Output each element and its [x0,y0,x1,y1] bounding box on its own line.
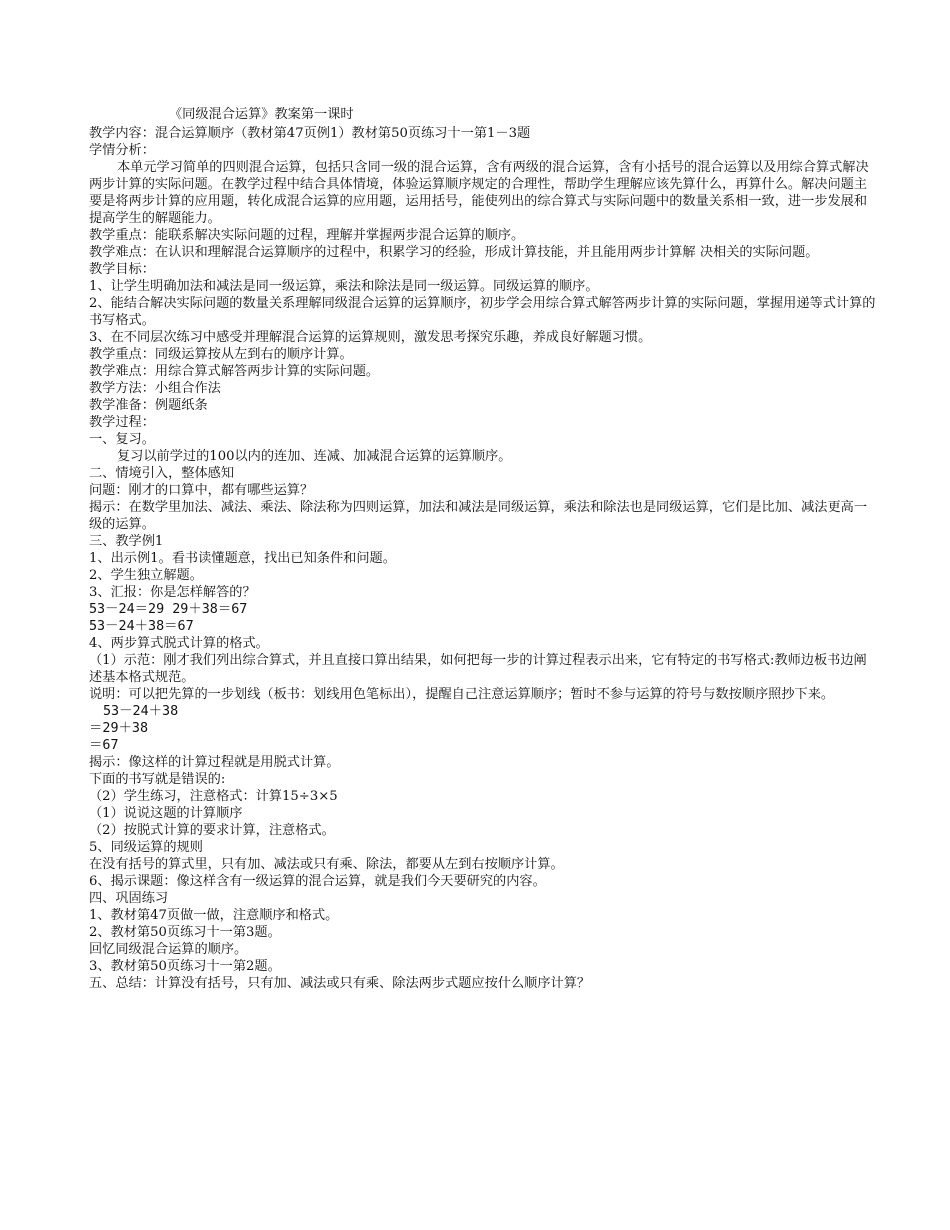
section-5-summary: 五、总结：计算没有括号，只有加、减法或只有乘、除法两步式题应按什么顺序计算？ [89,976,591,991]
teaching-content: 教学内容：混合运算顺序（教材第47页例1）教材第50页练习十一第1－3题 [89,126,531,141]
section-1-text: 复习以前学过的100以内的连加、连减、加减混合运算的运算顺序。 [117,449,512,464]
teaching-prep: 教学准备：例题纸条 [89,398,208,413]
section-3-reveal-2: 揭示：像这样的计算过程就是用脱式计算。 [89,755,340,770]
section-3-item-4-2b: （2）按脱式计算的要求计算，注意格式。 [89,823,335,838]
section-2-reveal: 揭示：在数学里加法、减法、乘法、除法称为四则运算，加法和减法是同级运算，乘法和除法也是同级运算，它们是比加、减法更高一级的运算。 [89,500,868,532]
equation-1: 53－24＝29 29＋38＝67 [89,602,248,617]
section-3-item-5: 5、同级运算的规则 [89,840,203,855]
step-2: ＝29＋38 [89,721,149,736]
goal-2: 2、能结合解决实际问题的数量关系理解同级混合运算的运算顺序，初步学会用综合算式解答两步计算的实际问题，掌握用递等式计算的书写格式。 [89,296,876,328]
section-4-item-2b: 回忆同级混合运算的顺序。 [89,942,248,957]
process-label: 教学过程： [89,415,155,430]
goal-1: 1、让学生明确加法和减法是同一级运算，乘法和除法是同一级运算。同级运算的顺序。 [89,279,599,294]
step-3: ＝67 [89,738,119,753]
teaching-method: 教学方法：小组合作法 [89,381,221,396]
section-3-title: 三、教学例1 [89,534,164,549]
key-point-2: 教学重点：同级运算按从左到右的顺序计算。 [89,347,353,362]
section-3-item-2: 2、学生独立解题。 [89,568,203,583]
section-3-explain: 说明：可以把先算的一步划线（板书：划线用色笔标出），提醒自己注意运算顺序；暂时不参与运算的符号与数按顺序照抄下来。 [89,687,835,702]
analysis-label: 学情分析： [89,143,155,158]
section-2-title: 二、情境引入，整体感知 [89,466,235,481]
section-2-question: 问题：刚才的口算中，都有哪些运算？ [89,483,314,498]
goal-3: 3、在不同层次练习中感受并理解混合运算的运算规则，激发思考探究乐趣，养成良好解题习惯。 [89,330,652,345]
section-3-item-1: 1、出示例1。看书读懂题意，找出已知条件和问题。 [89,551,396,566]
section-4-item-2: 2、教材第50页练习十一第3题。 [89,925,281,940]
key-point-1: 教学重点：能联系解决实际问题的过程，理解并掌握两步混合运算的顺序。 [89,228,525,243]
section-4-item-1: 1、教材第47页做一做，注意顺序和格式。 [89,908,339,923]
step-1: 53－24＋38 [103,704,179,719]
section-3-item-6: 6、揭示课题：像这样含有一级运算的混合运算，就是我们今天要研究的内容。 [89,874,546,889]
section-3-item-5-text: 在没有括号的算式里，只有加、减法或只有乘、除法，都要从左到右按顺序计算。 [89,857,564,872]
section-3-item-4-2: （2）学生练习，注意格式：计算15÷3×5 [89,789,338,804]
section-4-item-3: 3、教材第50页练习十一第2题。 [89,959,281,974]
section-3-item-3: 3、汇报：你是怎样解答的？ [89,585,256,600]
section-1-title: 一、复习。 [89,432,155,447]
section-3-wrong: 下面的书写就是错误的: [89,772,226,787]
section-4-title: 四、巩固练习 [89,891,169,906]
difficulty-1: 教学难点：在认识和理解混合运算顺序的过程中，积累学习的经验，形成计算技能，并且能用两步计算解 决相关的实际问题。 [89,245,819,260]
section-3-item-4-1: （1）示范：刚才我们列出综合算式，并且直接口算出结果，如何把每一步的计算过程表示出来，它有特定的书写格式:教师边板书边阐述基本格式规范。 [89,653,867,685]
analysis-text: 本单元学习简单的四则混合运算，包括只含同一级的混合运算，含有两级的混合运算，含有小括号的混合运算以及用综合算式解决两步计算的实际问题。在教学过程中结合具体情境，体验运算顺序规定的合理性，帮助学生理解应该先算什么，再算什么。解决问题主要是将两步计算的应用题，转化成混合运算的应用题，运用括号，能使列出的综合算式与实际问题中的数量关系相一致，进一步发展和提高学生的解题能力。 [89,160,869,226]
doc-title: 《同级混合运算》教案第一课时 [169,107,354,122]
section-3-item-4: 4、两步算式脱式计算的格式。 [89,636,269,651]
equation-2: 53－24＋38＝67 [89,619,194,634]
section-3-item-4-2a: （1）说说这题的计算顺序 [89,806,243,821]
difficulty-2: 教学难点：用综合算式解答两步计算的实际问题。 [89,364,380,379]
document-page [89,106,879,992]
goals-label: 教学目标： [89,262,155,277]
